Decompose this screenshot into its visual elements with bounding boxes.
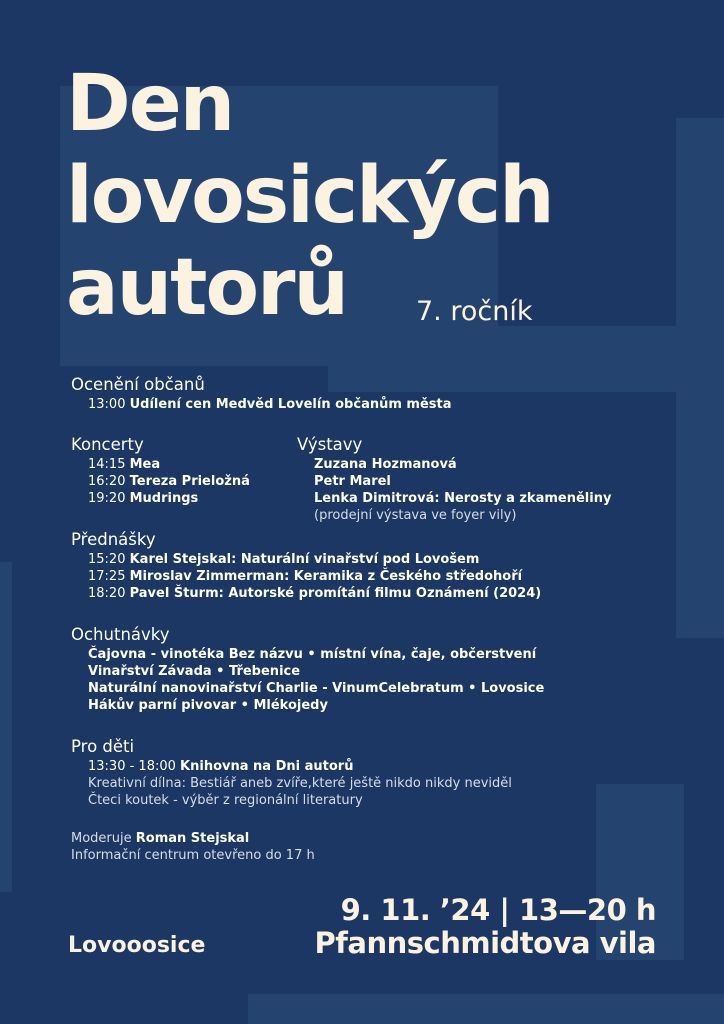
bg-block <box>676 118 724 638</box>
moderator-name: Roman Stejskal <box>135 831 250 846</box>
program-row <box>71 396 452 413</box>
program-title: Mea <box>129 457 161 472</box>
program-note: Čteci koutek - výběr z regionální literatury <box>88 793 363 808</box>
program-row <box>71 697 544 714</box>
moderator-label: Moderuje <box>71 831 132 846</box>
section-heading: Ocenění občanů <box>71 375 205 394</box>
program-row <box>71 568 541 585</box>
program-time: 13:00 <box>88 397 126 412</box>
footer-info <box>71 830 315 864</box>
program-note: Kreativní dílna: Bestiář aneb zvíře,které ještě nikdo nikdy neviděl <box>88 776 512 791</box>
section-ochutnavky <box>71 625 544 714</box>
program-title: Tereza Prieložná <box>129 474 250 489</box>
info-line: Informační centrum otevřeno do 17 h <box>71 848 315 863</box>
program-row <box>71 646 544 663</box>
program-row <box>71 663 544 680</box>
title-line: autorů <box>66 243 348 333</box>
section-oceneni <box>71 375 452 413</box>
program-title: Hákův parní pivovar • Mlékojedy <box>88 698 328 713</box>
program-title: Miroslav Zimmerman: Keramika z Českého středohoří <box>129 569 523 584</box>
program-row <box>71 551 541 568</box>
program-row <box>297 456 611 473</box>
program-time: 19:20 <box>88 491 126 506</box>
section-heading: Pro děti <box>71 737 135 756</box>
program-title: Knihovna na Dni autorů <box>180 759 354 774</box>
program-title: Zuzana Hozmanová <box>314 457 457 472</box>
program-time: 17:25 <box>88 569 126 584</box>
section-koncerty <box>71 435 250 507</box>
section-vystavy <box>297 435 611 524</box>
section-heading: Ochutnávky <box>71 625 170 644</box>
section-heading: Koncerty <box>71 435 144 454</box>
program-title: Vinařství Závada • Třebenice <box>88 664 301 679</box>
program-title: Petr Marel <box>314 474 391 489</box>
program-row <box>71 490 250 507</box>
program-row <box>297 490 611 507</box>
edition-label: 7. ročník <box>416 296 533 327</box>
program-time: 14:15 <box>88 457 126 472</box>
program-row <box>71 680 544 697</box>
program-time: 15:20 <box>88 552 126 567</box>
event-date: 9. 11. ’24 | 13—20 h <box>340 893 656 927</box>
program-row <box>71 456 250 473</box>
event-venue: Pfannschmidtova vila <box>314 926 656 960</box>
program-title: Čajovna - vinotéka Bez názvu • místní vína, čaje, občerstvení <box>88 647 537 662</box>
program-note: (prodejní výstava ve foyer vily) <box>314 508 517 523</box>
section-heading: Přednášky <box>71 530 156 549</box>
bg-block <box>248 994 724 1024</box>
program-title: Udílení cen Medvěd Lovelín občanům města <box>129 397 452 412</box>
program-title: Karel Stejskal: Naturální vinařství pod Lovošem <box>129 552 480 567</box>
moderator-line <box>71 830 315 847</box>
program-title: Naturální nanovinařství Charlie - VinumCelebratum • Lovosice <box>88 681 545 696</box>
program-row <box>71 758 512 775</box>
program-time: 13:30 - 18:00 <box>88 759 176 774</box>
program-time: 16:20 <box>88 474 126 489</box>
city-logo: Lovooosice <box>68 933 206 958</box>
program-time: 18:20 <box>88 586 126 601</box>
program-title: Mudrings <box>129 491 199 506</box>
bg-block <box>0 562 12 892</box>
page-title <box>66 58 553 334</box>
program-row <box>71 473 250 490</box>
section-prodeti <box>71 737 512 809</box>
section-heading: Výstavy <box>297 435 363 454</box>
program-row <box>297 473 611 490</box>
program-title: Lenka Dimitrová: Nerosty a zkameněliny <box>314 491 612 506</box>
program-row <box>71 585 541 602</box>
title-line: Den <box>66 59 234 149</box>
title-line: lovosických <box>66 151 553 241</box>
program-title: Pavel Šturm: Autorské promítání filmu Oznámení (2024) <box>129 586 542 601</box>
section-prednasky <box>71 530 541 602</box>
